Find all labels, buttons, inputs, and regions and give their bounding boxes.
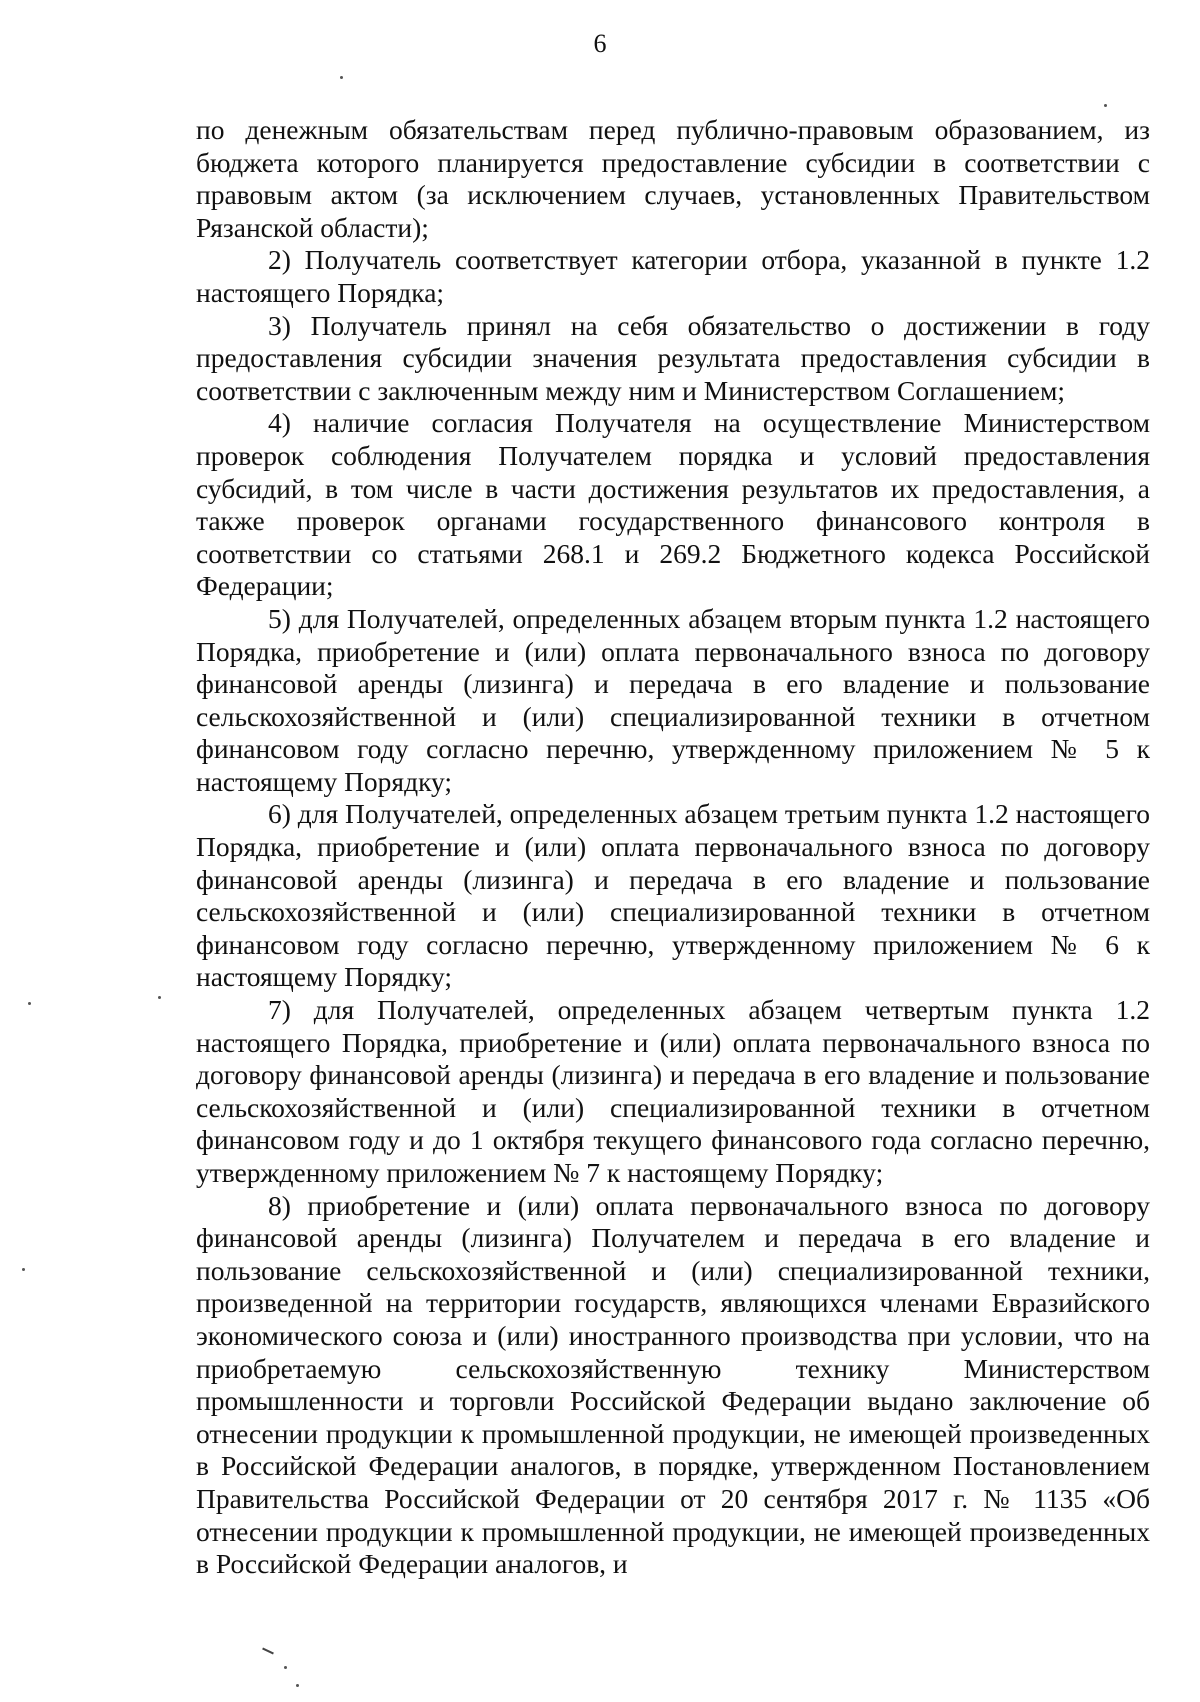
paragraph-item-4: 4) наличие согласия Получателя на осуществление Министерством проверок соблюдения Получателем порядка и условий предоставления субсидий, в том числе в части достижения результатов их предоставления, а также проверок органами государственного финансового контроля в соответствии со статьями 268.1 и 269.2 Бюджетного кодекса Российской Федерации; xyxy=(196,407,1150,602)
paragraph-item-2: 2) Получатель соответствует категории отбора, указанной в пункте 1.2 настоящего Порядка; xyxy=(196,244,1150,308)
paragraph-continuation: по денежным обязательствам перед публично-правовым образованием, из бюджета которого планируется предоставление субсидии в соответствии с правовым актом (за исключением случаев, установленных Правительством Рязанской области); xyxy=(196,114,1150,243)
paragraph-item-6: 6) для Получателей, определенных абзацем третьим пункта 1.2 настоящего Порядка, приобретение и (или) оплата первоначального взноса по договору финансовой аренды (лизинга) и передача в его владение и пользование сельскохозяйственной и (или) специализированной техники в отчетном финансовом году согласно перечню, утвержденному приложением № 6 к настоящему Порядку; xyxy=(196,798,1150,993)
paragraph-item-7: 7) для Получателей, определенных абзацем четвертым пункта 1.2 настоящего Порядка, приобретение и (или) оплата первоначального взноса по договору финансовой аренды (лизинга) и передача в его владение и пользование сельскохозяйственной и (или) специализированной техники в отчетном финансовом году и до 1 октября текущего финансового года согласно перечню, утвержденному приложением № 7 к настоящему Порядку; xyxy=(196,994,1150,1188)
paragraph-item-3: 3) Получатель принял на себя обязательство о достижении в году предоставления субсидии значения результата предоставления субсидии в соответствии с заключенным между ним и Министерством Соглашением; xyxy=(196,309,1150,406)
document-body xyxy=(196,114,1150,1581)
scan-speck xyxy=(296,1684,299,1687)
scan-mark xyxy=(262,1648,274,1655)
scan-speck xyxy=(340,76,343,79)
page-number: 6 xyxy=(593,29,607,58)
scan-speck xyxy=(22,1268,25,1271)
scan-speck xyxy=(28,1002,31,1005)
scan-speck xyxy=(284,1666,287,1669)
scan-speck xyxy=(1104,104,1107,107)
paragraph-item-8: 8) приобретение и (или) оплата первоначального взноса по договору финансовой аренды (лизинга) Получателем и передача в его владение и пользование сельскохозяйственной и (или) специализированной техники, произведенной на территории государств, являющихся членами Евразийского экономического союза и (или) иностранного производства при условии, что на приобретаемую сельскохозяйственную технику Министерством промышленности и торговли Российской Федерации выдано заключение об отнесении продукции к промышленной продукции, не имеющей произведенных в Российской Федерации аналогов, в порядке, утвержденном Постановлением Правительства Российской Федерации от 20 сентября 2017 г. № 1135 «Об отнесении продукции к промышленной продукции, не имеющей произведенных в Российской Федерации аналогов, и xyxy=(196,1189,1150,1580)
paragraph-item-5: 5) для Получателей, определенных абзацем вторым пункта 1.2 настоящего Порядка, приобретение и (или) оплата первоначального взноса по договору финансовой аренды (лизинга) и передача в его владение и пользование сельскохозяйственной и (или) специализированной техники в отчетном финансовом году согласно перечню, утвержденному приложением № 5 к настоящему Порядку; xyxy=(196,602,1150,797)
scan-speck xyxy=(158,996,161,999)
